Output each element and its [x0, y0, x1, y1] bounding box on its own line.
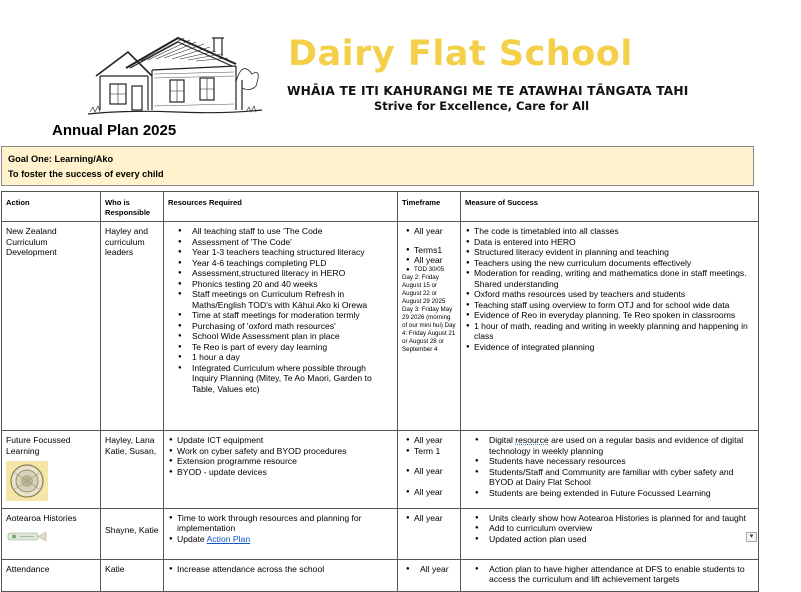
school-house-icon — [86, 30, 264, 118]
cell-action[interactable]: New Zealand Curriculum Development — [2, 222, 101, 431]
cell-resources[interactable] — [164, 222, 398, 431]
list-item: ● All teaching staff to use 'The Code — [168, 226, 393, 237]
motto-maori: WHĀIA TE ITI KAHURANGI ME TE ATAWHAI TĀNGATA TAHI — [287, 84, 689, 98]
table-row — [2, 508, 759, 559]
list-item: ● Structured literacy evident in planning and teaching — [465, 247, 754, 258]
list-item: ● All year — [402, 435, 456, 446]
table-row — [2, 431, 759, 509]
list-item: ● Students have necessary resources — [465, 456, 754, 467]
list-item: ● All year — [402, 226, 456, 237]
list-item: ● Year 4-6 teachings completing PLD — [168, 258, 393, 269]
goal-heading: Goal One: Learning/Ako — [8, 154, 114, 164]
action-label: Future Focussed Learning — [6, 435, 71, 456]
header-action: Action — [2, 192, 101, 222]
list-item: ● Assessment,structured literacy in HERO — [168, 268, 393, 279]
cell-who[interactable]: Katie — [101, 559, 164, 591]
list-item: ● All year — [402, 513, 456, 524]
cell-timeframe[interactable] — [398, 222, 461, 431]
cell-resources[interactable] — [164, 431, 398, 509]
list-item: ● Moderation for reading, writing and mathematics done in staff meetings. Shared understanding — [465, 268, 754, 289]
list-item: ● Units clearly show how Aotearoa Histories is planned for and taught — [465, 513, 754, 524]
table-row — [2, 559, 759, 591]
ribbon-image-icon — [6, 527, 50, 545]
tod-details: Day 2: Friday August 15 or August 22 or August 29 2025 Day 3: Friday May 29 2026 (morning of our mini hui) Day 4: Friday August 21 or August 28 or September 4 — [402, 273, 456, 354]
action-label: Aotearoa Histories — [6, 512, 77, 523]
measure-suffix: are used on a regular basis and evidence of digital technology in weekly planning — [489, 435, 744, 456]
table-header-row — [2, 192, 759, 222]
cell-measure[interactable] — [461, 431, 759, 509]
list-item: ● Staff meetings on Curriculum Refresh in Maths/English TOD's with Kāhui Ako ki Orewa — [168, 289, 393, 310]
list-item: ● Action plan to have higher attendance at DFS to enable students to access the curriculum and lift achievement targets — [465, 564, 754, 585]
list-item: ● All year — [402, 255, 456, 266]
list-item: ● Increase attendance across the school — [168, 564, 393, 575]
list-item: ● School Wide Assessment plan in place — [168, 331, 393, 342]
list-item: ● Evidence of integrated planning — [465, 342, 754, 353]
list-item: ● Work on cyber safety and BYOD procedures — [168, 446, 393, 457]
list-item: ● TOD 30/05 — [402, 266, 456, 274]
list-item: ● Year 1-3 teachers teaching structured literacy — [168, 247, 393, 258]
cell-resources[interactable] — [164, 508, 398, 559]
header-resources: Resources Required — [164, 192, 398, 222]
list-item: ● Teaching staff using overview to form OTJ and for school wide data — [465, 300, 754, 311]
list-item: ● Oxford maths resources used by teachers and students — [465, 289, 754, 300]
list-item: ● Teachers using the new curriculum documents effectively — [465, 258, 754, 269]
list-item: ● Terms1 — [402, 245, 456, 256]
page-title: Annual Plan 2025 — [52, 122, 177, 139]
list-item: ● Time at staff meetings for moderation termly — [168, 310, 393, 321]
action-plan-link[interactable]: Action Plan — [206, 533, 251, 544]
cell-who[interactable]: Hayley and curriculum leaders — [101, 222, 164, 431]
measure-prefix: Digital — [489, 435, 516, 445]
cell-menu-chevron-icon[interactable]: ▾ — [746, 532, 757, 542]
list-item: ● Students are being extended in Future Focussed Learning — [465, 488, 754, 499]
goal-box — [1, 146, 754, 186]
list-item: ● The code is timetabled into all classes — [465, 226, 754, 237]
cell-action[interactable]: Attendance — [2, 559, 101, 591]
who-label: Shayne, Katie — [105, 524, 159, 535]
header-timeframe: Timeframe — [398, 192, 461, 222]
list-item: ● Evidence of Reo in everyday planning. Te Reo spoken in classrooms — [465, 310, 754, 321]
cell-measure[interactable] — [461, 508, 759, 559]
list-item: ● Students/Staff and Community are familiar with cyber safety and BYOD at Dairy Flat School — [465, 467, 754, 488]
list-item: ● All year — [402, 487, 456, 498]
goal-description: To foster the success of every child — [8, 169, 164, 179]
cell-resources[interactable] — [164, 559, 398, 591]
round-badge-icon — [6, 461, 48, 501]
cell-action[interactable] — [2, 508, 101, 559]
list-item: ● Phonics testing 20 and 40 weeks — [168, 279, 393, 290]
cell-who[interactable] — [101, 508, 164, 559]
list-item — [168, 534, 393, 545]
list-item: ● All year — [402, 466, 456, 477]
list-item: ● Assessment of 'The Code' — [168, 237, 393, 248]
list-item: ● Data is entered into HERO — [465, 237, 754, 248]
cell-measure[interactable] — [461, 222, 759, 431]
resource-prefix: Update — [177, 533, 207, 544]
table-row — [2, 222, 759, 431]
cell-who[interactable]: Hayley, Lana Katie, Susan, — [101, 431, 164, 509]
cell-measure[interactable] — [461, 559, 759, 591]
header-who: Who is Responsible — [101, 192, 164, 222]
school-name: Dairy Flat School — [288, 34, 633, 74]
cell-action[interactable] — [2, 431, 101, 509]
header-measure: Measure of Success — [461, 192, 759, 222]
list-item: ● 1 hour of math, reading and writing in weekly planning and happening in class — [465, 321, 754, 342]
list-item: ● BYOD - update devices — [168, 467, 393, 478]
list-item: ● 1 hour a day — [168, 352, 393, 363]
list-item: ● Time to work through resources and planning for implementation — [168, 513, 393, 534]
list-item: ● Integrated Curriculum where possible through Inquiry Planning (Mitey, Te Ao Maori, Garden to Table, Values etc) — [168, 363, 393, 395]
list-item: ● All year — [402, 564, 456, 575]
list-item: ● Purchasing of 'oxford math resources' — [168, 321, 393, 332]
cell-timeframe[interactable] — [398, 559, 461, 591]
spellcheck-word[interactable]: resource — [515, 435, 549, 445]
cell-timeframe[interactable] — [398, 431, 461, 509]
list-item: ● Te Reo is part of every day learning — [168, 342, 393, 353]
list-item: ● Add to curriculum overview — [465, 523, 754, 534]
list-item: ● Term 1 — [402, 446, 456, 457]
motto-english: Strive for Excellence, Care for All — [374, 99, 590, 113]
cell-timeframe[interactable] — [398, 508, 461, 559]
list-item: ● Updated action plan used — [465, 534, 754, 545]
list-item: ● Update ICT equipment — [168, 435, 393, 446]
list-item: ● Extension programme resource — [168, 456, 393, 467]
list-item — [465, 435, 754, 456]
annual-plan-table — [1, 191, 759, 592]
